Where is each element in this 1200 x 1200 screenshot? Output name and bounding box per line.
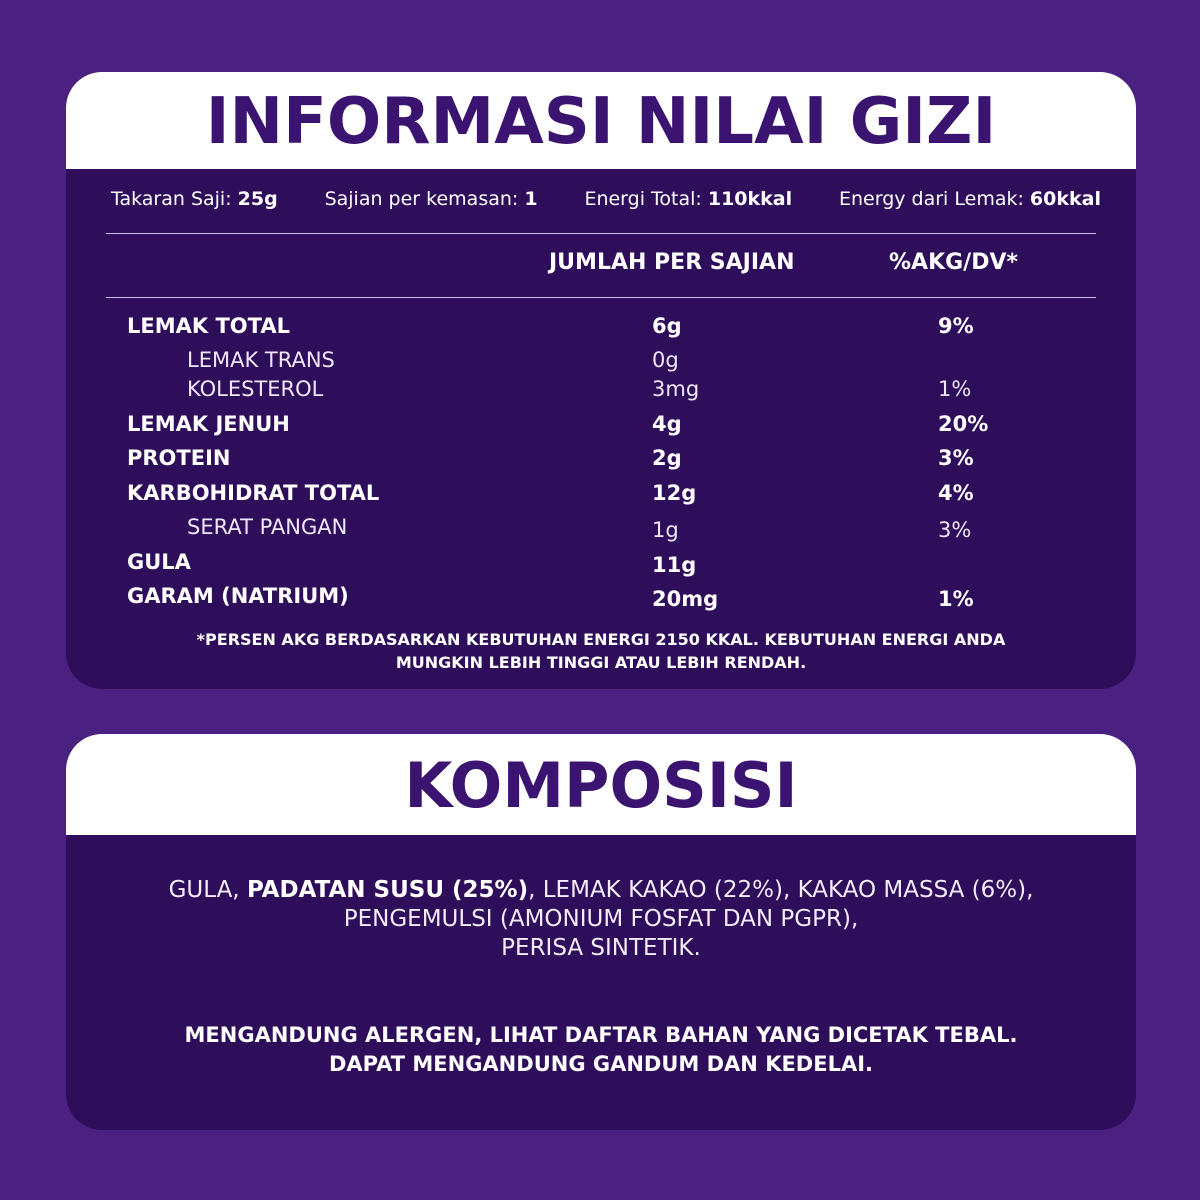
summary-item-total-energy <box>584 188 792 210</box>
summary-value: 60kkal <box>1029 188 1101 210</box>
summary-item-servings-per-pack <box>325 188 538 210</box>
divider <box>106 233 1096 234</box>
nutrient-akg: 1% <box>938 377 972 401</box>
nutrient-row-saturated-fat <box>66 412 1136 442</box>
composition-title: KOMPOSISI <box>66 734 1136 835</box>
akg-footnote <box>106 628 1096 674</box>
nutrient-amount: 20mg <box>652 587 719 611</box>
allergen-warning <box>96 1021 1106 1079</box>
ingredients-line: PENGEMULSI (AMONIUM FOSFAT DAN PGPR), <box>343 906 859 932</box>
nutrient-row-sodium <box>66 584 1136 614</box>
ingredients-line: PERISA SINTETIK. <box>501 935 701 961</box>
nutrient-amount: 11g <box>652 553 697 577</box>
ingredient-text: , LEMAK KAKAO (22%), KAKAO MASSA (6%), <box>528 877 1034 903</box>
nutrient-name: GARAM (NATRIUM) <box>127 584 349 608</box>
nutrient-row-protein <box>66 446 1136 476</box>
composition-card <box>66 734 1136 1130</box>
summary-item-energy-from-fat <box>839 188 1101 210</box>
nutrient-akg: 9% <box>938 314 974 338</box>
nutrient-amount: 0g <box>652 348 679 372</box>
nutrition-title: INFORMASI NILAI GIZI <box>66 72 1136 169</box>
nutrient-name: LEMAK JENUH <box>127 412 290 436</box>
nutrient-row-cholesterol <box>66 377 1136 407</box>
summary-value: 110kkal <box>707 188 793 210</box>
summary-value: 25g <box>237 188 278 210</box>
ingredients-list <box>96 876 1106 963</box>
nutrient-row-trans-fat <box>66 348 1136 378</box>
nutrient-name: LEMAK TOTAL <box>127 314 290 338</box>
column-header-amount: JUMLAH PER SAJIAN <box>549 250 795 275</box>
nutrient-amount: 4g <box>652 412 682 436</box>
column-header-akg: %AKG/DV* <box>889 250 1019 275</box>
nutrient-name: PROTEIN <box>127 446 231 470</box>
nutrient-akg: 1% <box>938 587 974 611</box>
nutrition-facts-card <box>66 72 1136 689</box>
footnote-line: *PERSEN AKG BERDASARKAN KEBUTUHAN ENERGI 2150 KKAL. KEBUTUHAN ENERGI ANDA <box>196 630 1006 649</box>
nutrient-akg: 3% <box>938 518 972 542</box>
nutrient-row-dietary-fiber <box>66 515 1136 545</box>
nutrient-name: GULA <box>127 550 191 574</box>
divider <box>106 297 1096 298</box>
summary-label: Energi Total: <box>584 188 702 210</box>
nutrient-name: KARBOHIDRAT TOTAL <box>127 481 380 505</box>
nutrient-name: KOLESTEROL <box>187 377 324 401</box>
summary-label: Sajian per kemasan: <box>324 188 519 210</box>
summary-label: Energy dari Lemak: <box>838 188 1024 210</box>
nutrient-amount: 12g <box>652 481 697 505</box>
nutrient-row-total-carbohydrate <box>66 481 1136 511</box>
summary-label: Takaran Saji: <box>111 188 232 210</box>
nutrient-row-total-fat <box>66 314 1136 344</box>
nutrient-name: LEMAK TRANS <box>187 348 335 372</box>
nutrient-row-sugar <box>66 550 1136 580</box>
footnote-line: MUNGKIN LEBIH TINGGI ATAU LEBIH RENDAH. <box>395 653 807 672</box>
nutrient-name: SERAT PANGAN <box>187 515 348 539</box>
serving-summary <box>111 188 1101 210</box>
nutrient-akg: 4% <box>938 481 974 505</box>
ingredient-allergen-bold: PADATAN SUSU (25%) <box>246 877 529 903</box>
allergen-line: MENGANDUNG ALERGEN, LIHAT DAFTAR BAHAN YANG DICETAK TEBAL. <box>184 1023 1018 1047</box>
ingredients-line <box>96 876 1106 905</box>
allergen-line: DAPAT MENGANDUNG GANDUM DAN KEDELAI. <box>328 1052 874 1076</box>
summary-value: 1 <box>524 188 538 210</box>
nutrient-amount: 2g <box>652 446 682 470</box>
nutrient-amount: 6g <box>652 314 682 338</box>
nutrient-akg: 3% <box>938 446 974 470</box>
ingredient-text: GULA, <box>168 877 247 903</box>
nutrient-amount: 3mg <box>652 377 700 401</box>
nutrient-amount: 1g <box>652 518 679 542</box>
summary-item-serving-size <box>111 188 278 210</box>
nutrient-akg: 20% <box>938 412 989 436</box>
